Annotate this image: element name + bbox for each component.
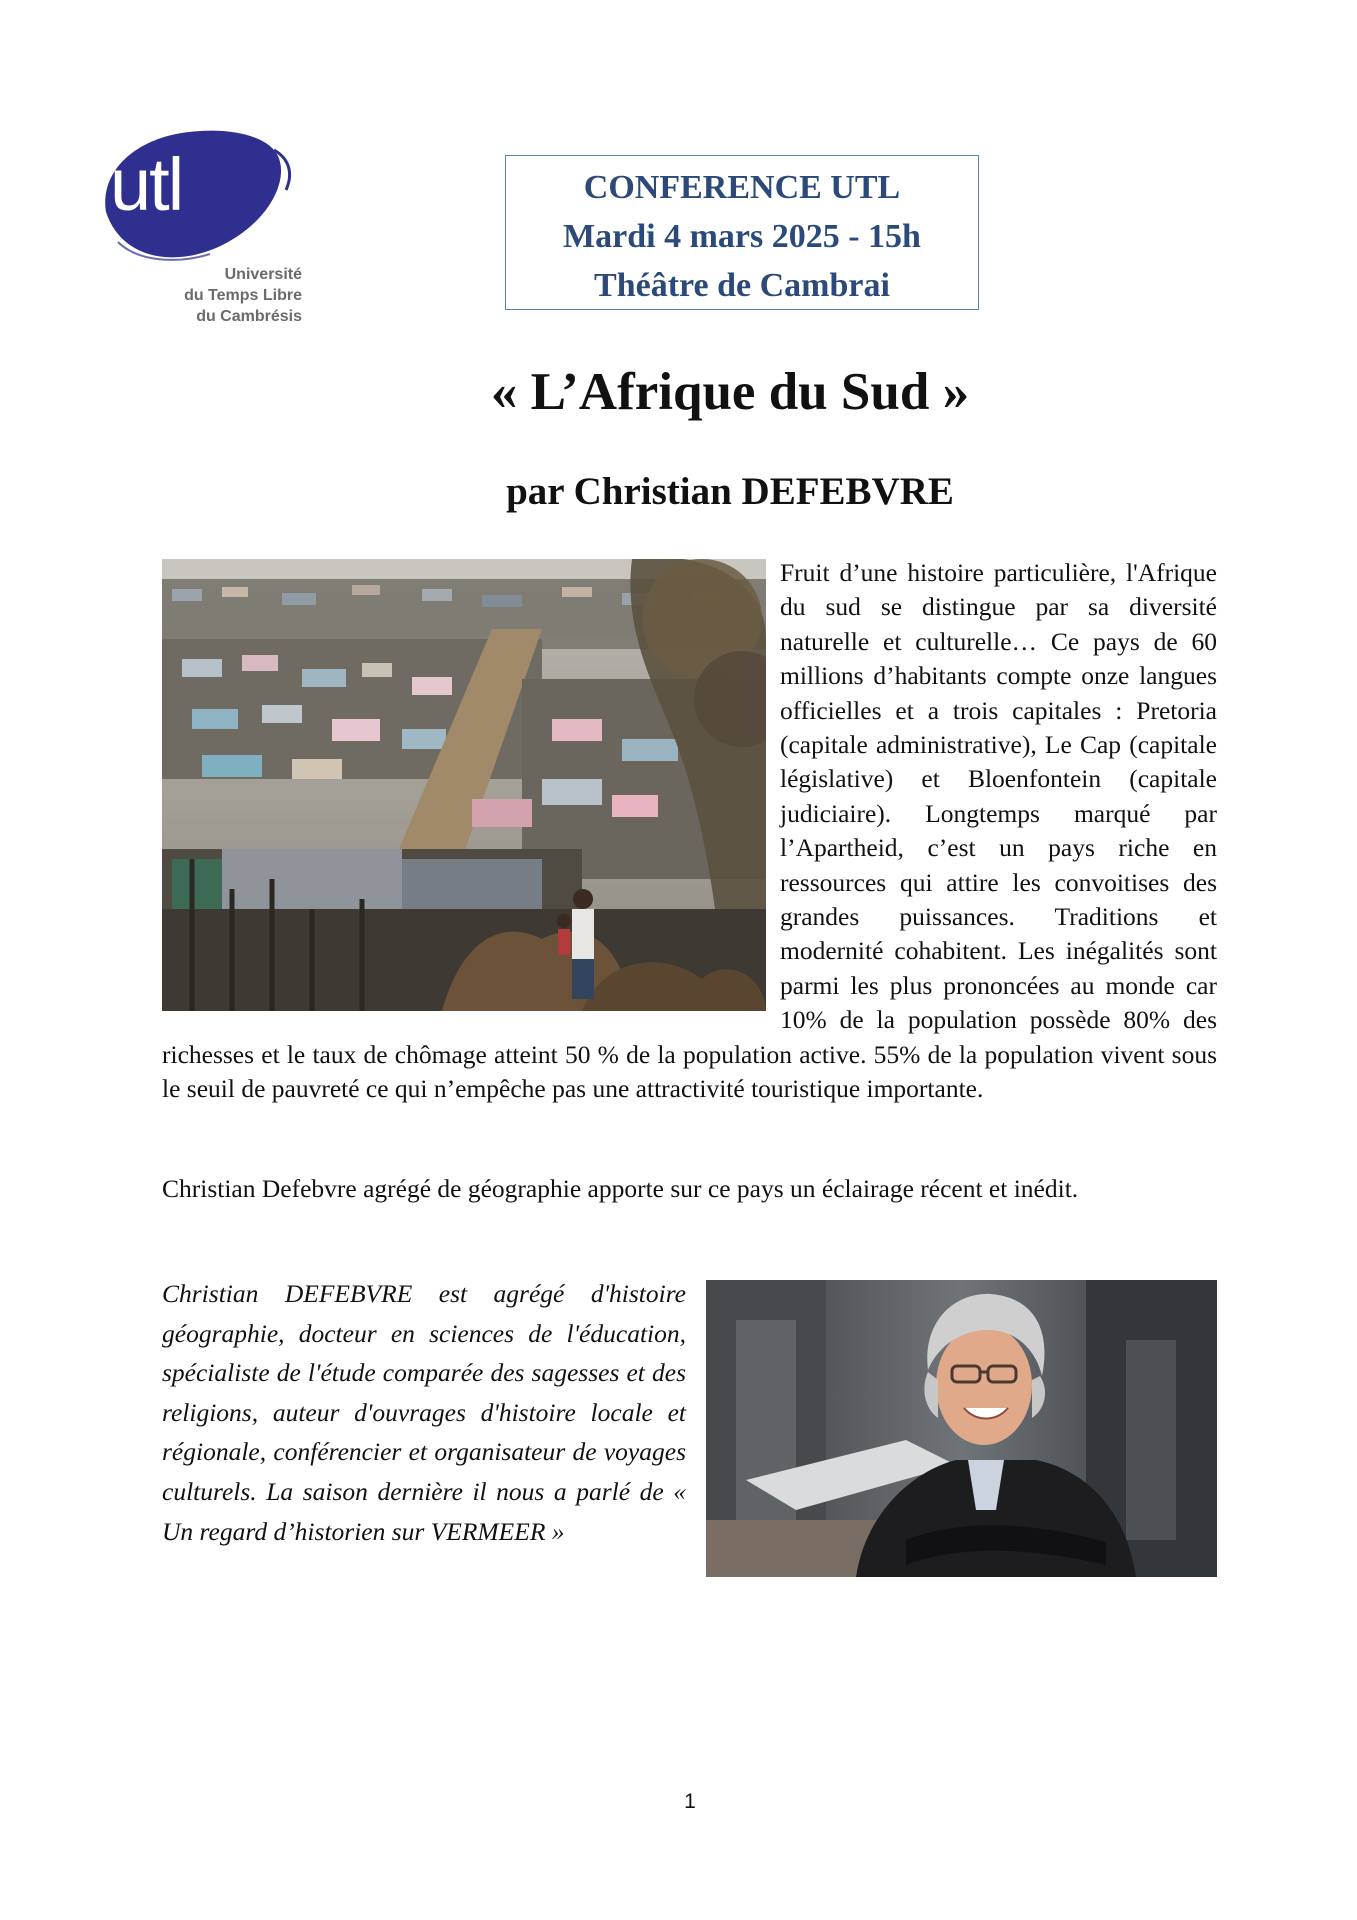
- conference-label: CONFERENCE UTL: [583, 169, 901, 206]
- logo-subtitle-line: Université: [224, 266, 302, 283]
- conference-venue: Théâtre de Cambrai: [594, 267, 890, 304]
- page-number: 1: [684, 1790, 696, 1813]
- speaker-byline: par Christian DEFEBVRE: [506, 470, 954, 513]
- intro-text: Fruit d’une histoire particulière, l'Afrique du sud se distingue par sa diversité naturelle et culturelle… Ce pays de 60 millions d’habitants compte onze langues officielles et a trois capitales : Pretoria (capitale administrative), Le Cap (capitale législative) et Bloenfontein (capitale judiciaire). Longtemps marqué par l’Apartheid, c’est un pays riche en ressources qui attire les convoitises des grandes puissances. Traditions et modernité cohabitent. Les inégalités sont parmi les plus prononcées au monde car 10% de la population possède 80% des richesses et le taux de chômage atteint 50 % de la population active. 55% de la population vivent sous le seuil de pauvreté ce qui n’empêche pas une attractivité touristique importante.: [162, 558, 1217, 1104]
- speaker-bio: Christian DEFEBVRE est agrégé d'histoire géographie, docteur en sciences de l'éducation, spécialiste de l'étude comparée des sagesses et des religions, auteur d'ouvrages d'histoire locale et régionale, conférencier et organisateur de voyages culturels. La saison dernière il nous a parlé de « Un regard d’historien sur VERMEER »: [162, 1279, 686, 1546]
- page-title: « L’Afrique du Sud »: [490, 363, 970, 421]
- conference-info-box: [505, 155, 979, 310]
- logo-subtitle: [158, 264, 302, 327]
- utl-logo: [98, 124, 308, 334]
- closing-paragraph: Christian Defebvre agrégé de géographie apporte sur ce pays un éclairage récent et inédit.: [162, 1174, 1079, 1203]
- conference-date: Mardi 4 mars 2025 - 15h: [563, 218, 921, 255]
- speaker-portrait-image: [706, 1280, 1217, 1577]
- logo-subtitle-line: du Temps Libre: [184, 287, 302, 304]
- intro-paragraph: [162, 556, 1217, 1107]
- logo-subtitle-line: du Cambrésis: [196, 308, 302, 325]
- logo-wordmark: utl: [110, 143, 183, 226]
- photo-float-spacer: [162, 556, 780, 1018]
- speaker-portrait: [706, 1280, 1217, 1577]
